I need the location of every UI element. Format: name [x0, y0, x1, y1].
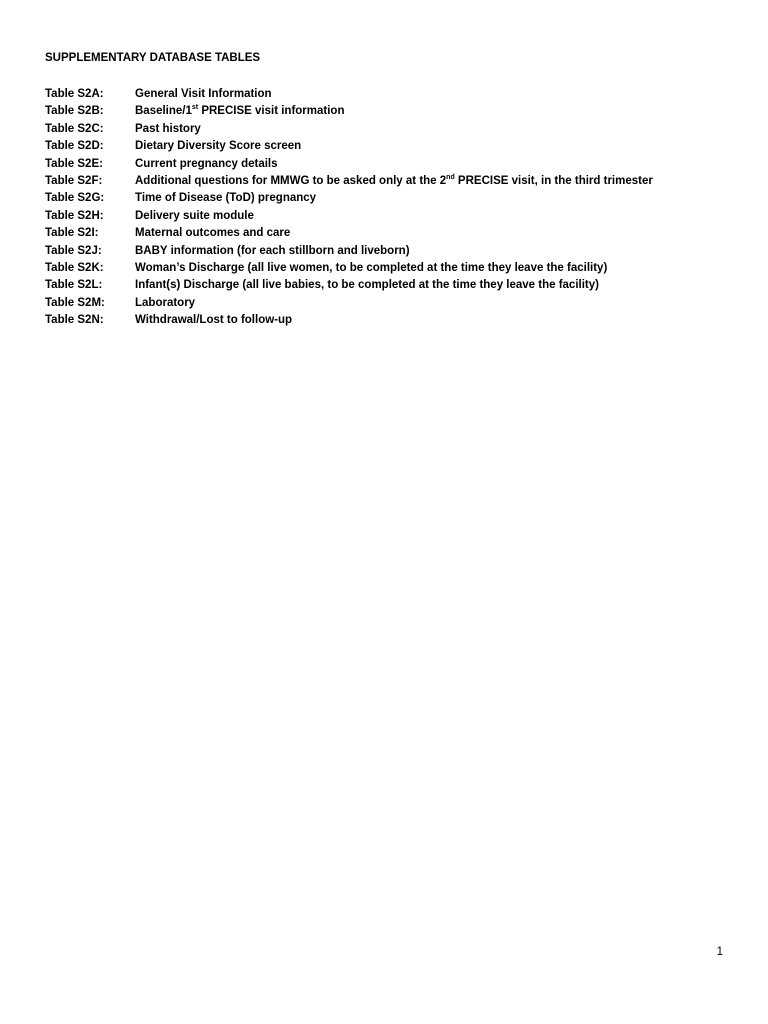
page-number: 1: [716, 946, 723, 958]
table-list-item: [45, 190, 653, 207]
table-list-item: [45, 277, 653, 294]
table-title: Past history: [135, 122, 201, 135]
table-id: Table S2F:: [45, 174, 103, 187]
table-id: Table S2N:: [45, 314, 104, 327]
table-title-part: Additional questions for MMWG to be asked only at the 2: [135, 174, 447, 187]
table-list-item: [45, 103, 653, 120]
table-list-item: [45, 121, 653, 138]
table-id: Table S2B:: [45, 105, 104, 118]
table-list-item: [45, 312, 653, 329]
table-id: Table S2D:: [45, 140, 104, 153]
table-title: [135, 173, 653, 190]
table-id: Table S2M:: [45, 296, 105, 309]
table-list-item: [45, 138, 653, 155]
table-id: Table S2C:: [45, 122, 104, 135]
table-title: Laboratory: [135, 296, 196, 309]
table-title-superscript: st: [191, 104, 199, 112]
table-list-item: [45, 295, 653, 312]
table-id: Table S2J:: [45, 244, 102, 257]
table-title: Infant(s) Discharge (all live babies, to be completed at the time they leave the facility): [135, 279, 599, 292]
page-heading: SUPPLEMENTARY DATABASE TABLES: [45, 52, 261, 64]
table-list: [45, 86, 653, 329]
table-title: Woman’s Discharge (all live women, to be completed at the time they leave the facility): [135, 261, 608, 274]
table-id: Table S2K:: [45, 261, 104, 274]
table-title: [135, 103, 344, 120]
table-list-item: [45, 225, 653, 242]
table-list-item: [45, 173, 653, 190]
table-id: Table S2E:: [45, 157, 103, 170]
table-title: General Visit Information: [135, 88, 272, 100]
table-id: Table S2A:: [45, 88, 104, 100]
table-id: Table S2H:: [45, 209, 104, 222]
table-list-item: [45, 156, 653, 173]
table-title: Time of Disease (ToD) pregnancy: [135, 192, 317, 205]
table-title-part: PRECISE visit, in the third trimester: [454, 174, 653, 187]
table-list-item: [45, 243, 653, 260]
table-id: Table S2I:: [45, 227, 99, 240]
table-id: Table S2G:: [45, 192, 105, 205]
table-title: Withdrawal/Lost to follow-up: [135, 314, 293, 327]
table-list-item: [45, 208, 653, 225]
table-title: Maternal outcomes and care: [135, 227, 291, 240]
table-title-part: Baseline/1: [135, 105, 192, 118]
table-title: Dietary Diversity Score screen: [135, 140, 302, 153]
table-list-item: [45, 260, 653, 277]
table-title: Delivery suite module: [135, 209, 254, 222]
table-title-superscript: nd: [446, 173, 455, 181]
table-list-item: [45, 86, 653, 103]
table-title-part: PRECISE visit information: [198, 105, 345, 118]
table-title: Current pregnancy details: [135, 157, 278, 170]
table-id: Table S2L:: [45, 279, 103, 292]
table-title: BABY information (for each stillborn and liveborn): [135, 244, 410, 257]
